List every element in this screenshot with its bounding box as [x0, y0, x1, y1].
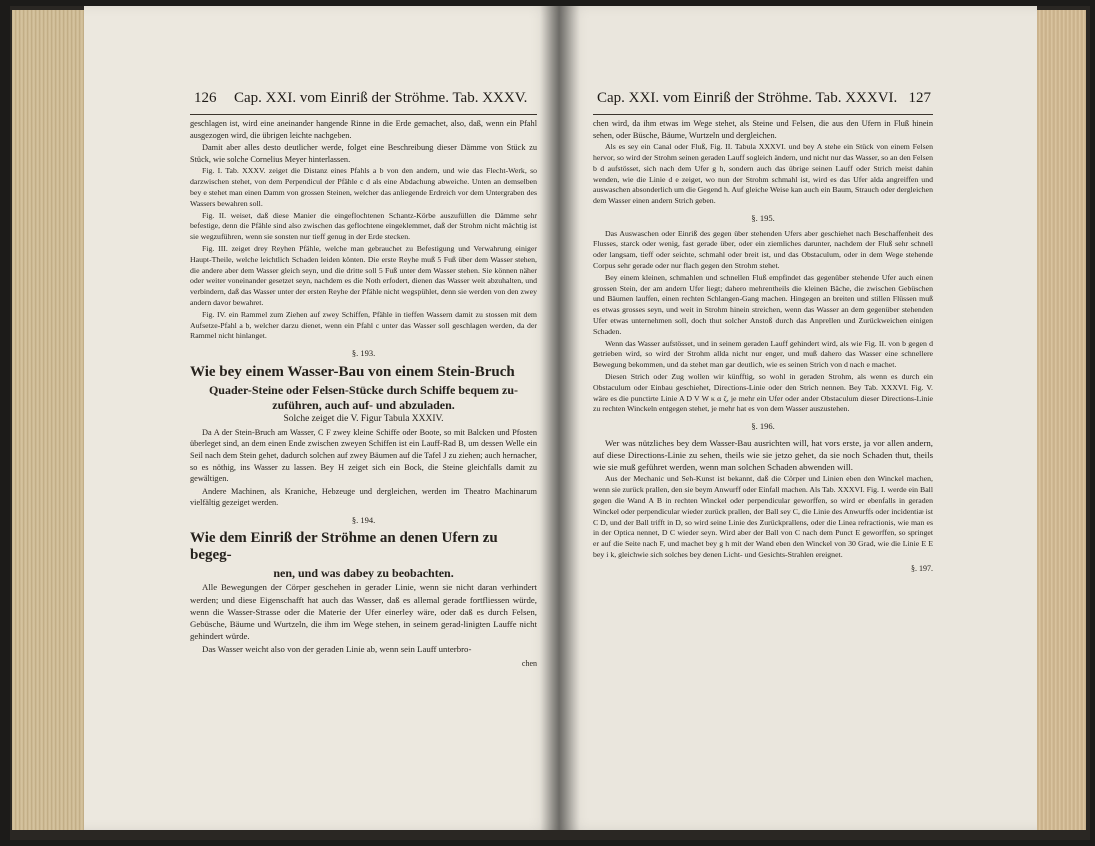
- right-page-number: 127: [908, 90, 931, 106]
- right-text-block: [593, 118, 933, 574]
- heading-line: zuführen, auch auf- und abzuladen.: [272, 397, 455, 412]
- section-number: §. 193.: [351, 348, 376, 359]
- paragraph: Fig. III. zeiget drey Reyhen Pfähle, welche man gebrauchet zu Befestigung und Verwahrung einiger Haupt-Theile, welche leichtlich Schaden leiden könten. Die erste Reyhe muß 5 Fuß über dem Wasser stehen, die andere aber dem Wasser gleich seyn, und die dritte soll 5 Fuß unter dem Wasser stehen. Sie können näher oder weiter voneinander gesetzet seyn, nachdem es die Noth erfodert, dienen das Wasser weit abzuhalten, und verbindern, daß das Wasser unter der ersten Reyhe der Pfähle nicht wegspühlet, denn sie werden von den zwey andern davor bewahret.: [190, 243, 537, 307]
- paragraph: Bey einem kleinen, schmahlen und schnellen Fluß empfindet das gegenüber stehende Ufer auch einen grossen Stein, der am andern Ufer liegt; dahero mehrentheils die kleinen Bäche, die zwischen Gebüschen und Bäumen lauffen, einen rechten Schlangen-Gang machen. Hingegen an breiten und stillen Flüssen muß es etwas grosses seyn, und weit in Strohm hinein streichen, wenn das Wasser an dem gegenüber stehenden Ufer etwas unternehmen soll, doch thut solcher Anstoß durch das Anprellen und Zurückweichen einigen Schaden.: [593, 272, 933, 336]
- paragraph: Fig. II. weiset, daß diese Manier die eingeflochtenen Schantz-Körbe auszufüllen die Dämme sehr befestige, denn die Pfähle sind also zwischen das geflochtene eingeklemmet, daß der Strohm nicht mächtig ist sie wegzuführen, wenn sie sonsten nur tieff genug in der Erde stecken.: [190, 210, 537, 242]
- heading-line: Wie dem Einriß der Ströhme an denen Ufern zu begeg-: [190, 530, 498, 564]
- heading-line: Wie bey einem Wasser-Bau von einem Stein-Bruch: [190, 363, 515, 380]
- section-heading: [190, 566, 537, 581]
- paragraph: Fig. I. Tab. XXXV. zeiget die Distanz eines Pfahls a b von den andern, und wie das Flecht-Werk, so darzwischen stehet, von dem Perpendicul der Pfähle c d als eine Abdachung abweiche. Unten an demselben bey e stehet man einen Damm von grossen Steinen, welcher das anliegende Erdreich vor dem Untergraben des Wassers bewahren soll.: [190, 166, 537, 208]
- heading-line: Quader-Steine oder Felsen-Stücke durch Schiffe bequem zu-: [208, 382, 519, 397]
- section-heading: [190, 364, 537, 381]
- section-number: §. 194.: [351, 514, 376, 525]
- paragraph: Wer was nützliches bey dem Wasser-Bau ausrichten will, hat vors erste, ja vor allen andern, auf diese Directions-Linie zu sehen, theils wie sie jetzo gehet, da sie noch Schaden thut, theils wie sie muß geführet werden, wenn man solchen Schaden abwenden will.: [593, 437, 933, 473]
- left-running-title: Cap. XXI. vom Einriß der Ströhme. Tab. XXXV.: [234, 90, 528, 106]
- left-text-block: [190, 118, 537, 669]
- left-page-number: 126: [194, 90, 217, 106]
- left-page-edges: [12, 10, 92, 830]
- left-running-head: [84, 90, 559, 114]
- section-number: §. 195.: [751, 212, 775, 223]
- paragraph: Damit aber alles desto deutlicher werde, folget eine Beschreibung dieser Dämme von Stück zu Stück, wie solche Cornelius Meyer hinterlassen.: [190, 143, 537, 164]
- right-head-rule: [593, 114, 933, 115]
- paragraph: Als es sey ein Canal oder Fluß, Fig. II. Tabula XXXVI. und bey A stehe ein Stück von einem Felsen hervor, so wird der Strohm seinen geraden Lauff sogleich ändern, und nicht nur das Wasser, so an den Felsen b d aufstösset, sich nach dem Ufer g h, sondern auch das übrige seinen Lauff oder Strich meist dahin wenden, wie die Linie d e zeiget, wo nun der Strohm schmahl ist, wird es das Ufer alda angreiffen und auswaschen absonderlich um die Gegend h. Auf gleiche Weise kan auch ein Baum, Strauch oder dergleichen dem Wasser einen andern Strich geben.: [593, 142, 933, 206]
- section-number: §. 196.: [751, 421, 775, 432]
- heading-line: nen, und was dabey zu beobachten.: [273, 566, 454, 581]
- paragraph: Das Wasser weicht also von der geraden Linie ab, wenn sein Lauff unterbro-: [202, 644, 472, 655]
- paragraph: chen wird, da ihm etwas im Wege stehet, als Steine und Felsen, die aus den Ufern in Fluß hinein sehen, oder Büsche, Bäume, Wurtzeln und dergleichen.: [593, 119, 933, 140]
- paragraph: Andere Machinen, als Kraniche, Hebzeuge und dergleichen, werden im Theatro Machinarum vielfältig gezeiget werden.: [190, 486, 537, 508]
- right-page: [559, 6, 1037, 830]
- paragraph: geschlagen ist, wird eine aneinander hangende Rinne in die Erde gemachet, also, daß, wenn ein Pfahl ausgezogen wird, die übrigen leichte nachgeben.: [190, 119, 537, 140]
- figure-reference: Solche zeiget die V. Figur Tabula XXXIV.: [283, 413, 444, 424]
- paragraph: Diesen Strich oder Zug wollen wir künfftig, so wohl in geraden Strohm, als wenn es durch ein Obstaculum oder Einbau geschiehet, Directions-Linie oder den Strich nennen. Bey Tab. XXXVI. Fig. V. wäre es die punctirte Linie A D V W κ α ζ, je mehr ein Ufer oder ander Obstaculum dieser Directions-Linie zu rechten Winckeln entgegen stehet, je mehr hat es von dem Wasser auszustehen.: [593, 371, 933, 414]
- left-page: [84, 6, 559, 830]
- paragraph: Aus der Mechanic und Seh-Kunst ist bekannt, daß die Cörper und Linien eben den Winckel machen, wenn sie zurück prallen, den sie beym Anwurff oder Einfall machen. Als Tab. XXXVI. Fig. I. werde ein Ball gegen die Wand A B in rechten Winckel oder perpendicular geworffen, so wird er ebenfalls in geraden Winckel oder perpendicular wieder zurück prallen, der Ball sey C, die Linie des Anwurffs oder incidentiæ ist C D, und der Ball trifft in D, so wird seine Linie des Zurückprallens, oder die Linea refractionis, wie man es in der Optica nennet, D C wieder seyn. Wird aber der Ball von C nach dem Punct E geworffen, so springet er auf die Seite nach F, und machet bey g h mit der Wand eben den Winckel von 30 Grad, wie die Linie E E bey i k, gleichwie sich solches bey denen Licht- und Gesichts-Strahlen ereignet.: [593, 474, 933, 559]
- right-running-title: Cap. XXI. vom Einriß der Ströhme. Tab. XXXVI.: [597, 90, 898, 106]
- paragraph: Alle Bewegungen der Cörper geschehen in gerader Linie, wenn sie nicht daran verhindert werden; und diese Eigenschafft hat auch das Wasser, daß es allemal gerade fortfliessen würde, wenn die Wasser-Strasse oder die Materie der Ufer einerley wäre, oder daß es durch Felsen, Gebüsche, Bäume und Wurtzeln, die ihm im Wege stehen, in seinem gerad-linigten Lauffe nicht gehindert würde.: [190, 582, 537, 642]
- paragraph: Das Auswaschen oder Einriß des gegen über stehenden Ufers aber geschiehet nach Beschaffenheit des Flusses, starck oder wenig, fast gerade über, oder ein ziemliches darunter, nachdem der Fluß sehr schnell oder langsam, tieff oder seichte, schmahl oder breit ist, und das Obstaculum, oder in dem Wege stehende Corpus sehr gerade oder nur flach gegen den Strohm stehet.: [593, 228, 933, 270]
- paragraph: Fig. IV. ein Rammel zum Ziehen auf zwey Schiffen, Pfähle in tieffen Wassern damit zu stossen mit dem Aufsetze-Pfahl a b, welcher darzu dienet, wenn ein Pfahl c unter das Wasser soll geschlagen werden, da der Rammel nicht hinlanget.: [190, 309, 537, 341]
- catchword: chen: [521, 658, 537, 668]
- section-heading: [190, 383, 537, 413]
- paragraph: Wenn das Wasser aufstösset, und in seinem geraden Lauff gehindert wird, als wie Fig. II. von b gegen d getrieben wird, so wird der Strohm allda nicht nur enger, und muß dahero das Wasser eine schnellere Bewegung bekommen, und da stehet man gar deutlich, wie es seinen Strich von d nach e machet.: [593, 338, 933, 370]
- paragraph: Da A der Stein-Bruch am Wasser, C F zwey kleine Schiffe oder Boote, so mit Balcken und Pfosten überleget sind, an dem einen Ende zwischen zweyen Schiffen ist ein Lauff-Rad B, um dessen Welle ein Seil nach dem Stein gehet, dadurch solchen auf zwey Bäumen auf die Tafel J zu ziehen; auch hernacher, so es nöthig, ins Wasser zu lassen. Bey H zeiget sich ein Bock, die Steine gleichfalls damit zu gewältigen.: [190, 427, 537, 484]
- catchword: §. 197.: [911, 563, 933, 573]
- section-heading: [190, 530, 537, 564]
- left-head-rule: [190, 114, 537, 115]
- right-running-head: [559, 90, 1037, 114]
